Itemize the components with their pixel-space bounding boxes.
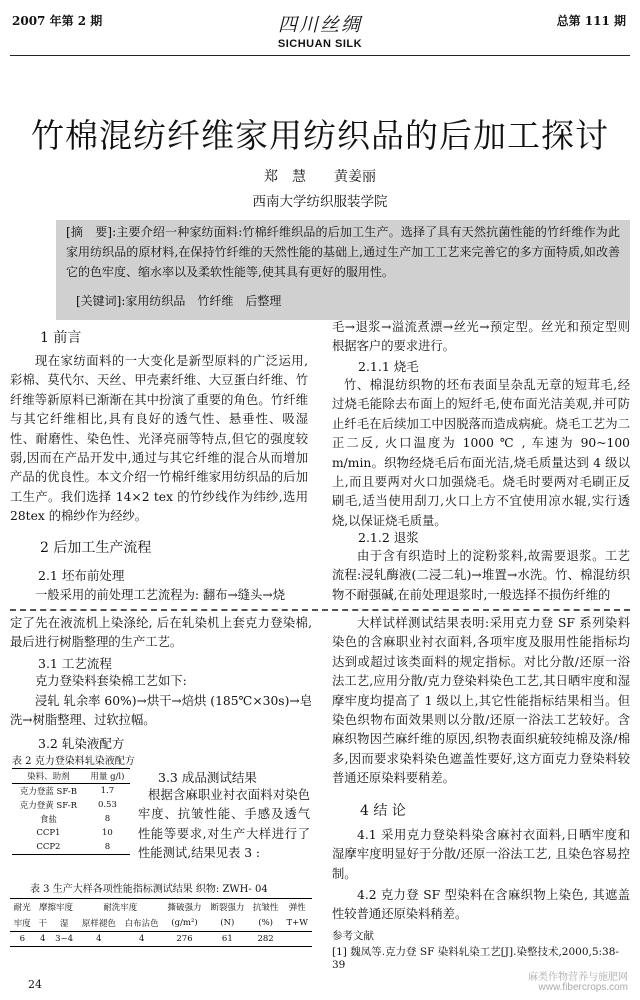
table-cell: 8 — [104, 814, 111, 824]
table-row — [12, 812, 130, 826]
table-cell: 10 — [101, 828, 113, 838]
table-header: 摩擦牢度 — [39, 903, 74, 913]
journal-total-issue: 总第 111 期 — [556, 14, 626, 28]
table-header: 白布沾色 — [124, 919, 159, 929]
lower-left-intro: 定了先在液流机上染涤纶, 后在轧染机上套克力登染棉,最后进行树脂整理的生产工艺。 — [10, 616, 312, 650]
table-header: 耐洗牢度 — [103, 903, 138, 913]
site-watermark: 麻类作物营养与施肥网 — [528, 972, 628, 983]
table-row — [12, 840, 130, 855]
test-results-discussion: 大样试样测试结果表明:采用克力登 SF 系列染料染色的含麻职业衬衣面料,各项牢度及服用性能指标均达到或超过该类面料的规定指标。对比分散/还原一浴法工艺,应用分散/克力登染料染色工艺,其日晒牢度和湿摩牢度均提高了 1 级以上,其它性能指标结果相当。但染色织物布面效果则以分散/还原一浴法工艺较好。含麻织物因苎麻纤维的原因,织物表面织疵较纯棉及涤/棉多,因而要求染料染色遮盖性要好,这方面克力登染料较普通还原染料要稍差。 — [332, 616, 630, 786]
table-cell: CCP1 — [36, 828, 61, 838]
section-2-1-1-body: 竹、棉混纺织物的坯布表面呈杂乱无章的短茸毛,经过烧毛能除去布面上的短纤毛,使布面光洁美观,并可防止纤毛在后续加工中因脱落而造成病疵。烧毛工艺为二正二反, 火口温度为 1000 ℃ , 车速为 90~100 m/min。织物经烧毛后布面光洁,烧毛质量达到 4 级以上,而且要两对火口加强烧毛。烧毛时要两对毛刷正反刷毛,适当使用刮刀,火口上方不宜使用凉水辊,实行透烧,以保证烧毛质量。 — [332, 378, 630, 528]
article-authors: 郑 慧 黄姜丽 — [264, 169, 376, 185]
table-cell: 4 — [96, 934, 102, 944]
table-cell: 3~4 — [55, 934, 74, 944]
table-header: (%) — [258, 918, 273, 928]
section-2-heading: 2 后加工生产流程 — [40, 540, 152, 556]
table-cell: 0.53 — [97, 800, 117, 810]
journal-issue: 2007 年第 2 期 — [12, 14, 103, 28]
article-affiliation: 西南大学纺织服装学院 — [252, 194, 388, 210]
article-title: 竹棉混纺纤维家用纺织品的后加工探讨 — [31, 116, 609, 155]
section-2-1-2-heading: 2.1.2 退浆 — [358, 530, 419, 545]
site-watermark-url: www.fibercrops.com — [538, 982, 628, 993]
table-cell: 克力登黄 SF-R — [19, 801, 78, 811]
table-cell: 食盐 — [39, 815, 57, 825]
table-2-caption: 表 2 克力登染料轧染液配方 — [12, 756, 135, 767]
page-splice-divider — [10, 609, 630, 611]
section-1-heading: 1 前言 — [40, 330, 82, 346]
section-3-2-heading: 3.2 轧染液配方 — [38, 736, 125, 751]
table-row — [10, 932, 312, 947]
table-header: 牢度 — [13, 919, 31, 929]
table-cell: 6 — [19, 934, 26, 944]
table-header: 染料、助剂 — [27, 772, 70, 782]
section-3-1-heading: 3.1 工艺流程 — [38, 656, 112, 671]
table-header: 湿 — [59, 919, 69, 929]
section-2-1-2-body: 由于含有织造时上的淀粉浆料,故需要退浆。工艺流程:浸轧酶液(二浸二轧)→堆置→水洗。竹、棉混纺织物不耐强碱,在前处理退浆时,一般选择不损伤纤维的 — [332, 549, 630, 602]
table-header: 干 — [38, 919, 47, 929]
table-header: 撕破强力 — [167, 903, 202, 913]
table-cell: 4 — [39, 934, 46, 944]
table-header-row — [10, 915, 312, 932]
table-header: 用量 g/l) — [90, 772, 125, 782]
table-header: 原样褪色 — [81, 919, 116, 929]
table-header: 耐光 — [13, 903, 31, 913]
table-cell: 4 — [138, 934, 145, 944]
table-cell: 克力登蓝 SF-B — [19, 787, 77, 797]
abstract-text: [摘 要]:主要介绍一种家纺面料:竹棉纤维织品的后加工生产。选择了具有天然抗菌性能的竹纤维作为此家用纺织品的原材料,在保持竹纤维的天然性能的基础上,通过生产加工工艺来完善它的多方面特质,如改善它的色牢度、缩水率以及柔软性能等,使其具有更好的服用性。 — [66, 225, 620, 279]
section-2-1-heading: 2.1 坯布前处理 — [38, 568, 125, 583]
performance-test-table — [10, 898, 312, 947]
table-row — [12, 784, 130, 799]
section-3-3-heading: 3.3 成品测试结果 — [158, 770, 257, 785]
table-cell: 276 — [176, 934, 193, 944]
journal-logo: 四川丝绸 — [277, 14, 362, 36]
reference-1: [1] 魏凤等.克力登 SF 染料轧染工艺[J].染整技术,2000,5:38-39 — [332, 946, 619, 971]
table-3-caption: 表 3 生产大样各项性能指标测试结果 织物: ZWH- 04 — [30, 884, 268, 895]
references-heading: 参考文献 — [332, 930, 374, 942]
journal-logo-en: SICHUAN SILK — [277, 38, 363, 50]
section-2-1-1-heading: 2.1.1 烧毛 — [358, 359, 419, 374]
dye-recipe-table — [12, 768, 130, 855]
table-cell: 1.7 — [100, 786, 115, 796]
page-number: 24 — [28, 978, 42, 991]
section-2-1-body: 一般采用的前处理工艺流程为: 翻布→缝头→烧 — [35, 588, 286, 602]
section-3-3-body: 根据含麻职业衬衣面料对染色牢度、抗皱性能、手感及透气性能等要求,对生产大样进行了性能测试,结果见表 3 : — [138, 788, 310, 861]
table-header-row — [10, 899, 312, 916]
right-column-continuation: 毛→退浆→溢流煮漂→丝光→预定型。丝光和预定型则根据客户的要求进行。 — [332, 320, 630, 354]
abstract-box — [56, 220, 630, 320]
table-cell: 8 — [104, 842, 111, 852]
table-cell: 61 — [221, 934, 233, 944]
conclusion-4-1: 4.1 采用克力登染料染含麻衬衣面料,日晒牢度和湿摩牢度明显好于分散/还原一浴法工艺, 且染色容易控制。 — [332, 828, 630, 881]
table-header: 断裂强力 — [210, 903, 245, 913]
section-1-body: 现在家纺面料的一大变化是新型原料的广泛运用,彩棉、莫代尔、天丝、甲壳素纤维、大豆蛋白纤维、竹纤维等新原料已渐渐在其中扮演了重要的角色。竹纤维与其它纤维相比,具有良好的透气性、悬垂性、吸湿性、耐磨性、染色性、光泽亮丽等特点,但它的强度较弱,因而在产品开发中,通过与其它纤维的混合从而增加产品的优良性。本文介绍一竹棉纤维家用纺织品的后加工生产。我们选择 14×2 tex 的竹纱线作为纬纱,选用 28tex 的棉纱作为经纱。 — [10, 354, 308, 524]
table-row — [12, 826, 130, 840]
section-3-1-intro: 克力登染料套染棉工艺如下: — [35, 674, 187, 688]
section-3-1-process: 浸轧 轧余率 60%)→烘干→焙烘 (185℃×30s)→皂洗→树脂整理、过软拉幅。 — [10, 694, 312, 728]
table-cell: CCP2 — [36, 842, 61, 852]
table-cell — [282, 932, 312, 947]
section-4-heading: 4 结 论 — [360, 803, 406, 819]
table-row — [12, 798, 130, 812]
table-header: 抗皱性 — [252, 903, 279, 913]
table-header: T+W — [286, 918, 308, 928]
conclusion-4-2: 4.2 克力登 SF 型染料在含麻织物上染色, 其遮盖性较普通还原染料稍差。 — [332, 888, 630, 922]
table-header: (g/m²) — [171, 918, 198, 928]
keywords: [关键词]:家用纺织品 竹纤维 后整理 — [76, 294, 282, 308]
table-header: 弹性 — [288, 903, 306, 913]
table-cell: 282 — [257, 934, 274, 944]
table-header: (N) — [220, 918, 235, 928]
header-rule — [10, 55, 630, 56]
